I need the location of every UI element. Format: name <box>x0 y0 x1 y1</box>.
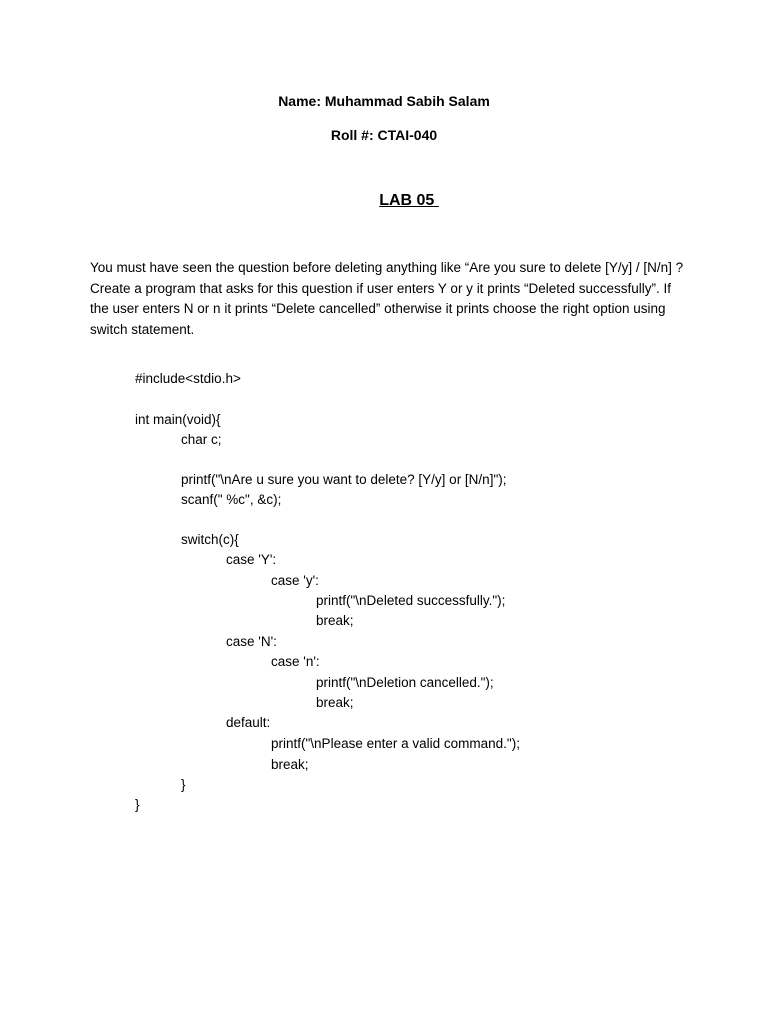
code-line: case 'N': <box>226 634 277 649</box>
code-line: printf("\nDeleted successfully."); <box>316 593 506 608</box>
code-line: case 'n': <box>271 654 320 669</box>
lab-title: LAB 05 <box>379 192 439 209</box>
question-paragraph: You must have seen the question before deleting anything like “Are you sure to delete [Y/y] / [N/n] ? Create a program that asks for this question if user enters Y or y it prints “Deleted successfully”. If the user enters N or n it prints “Delete cancelled” otherwise it prints choose the right option using switch statement. <box>90 260 684 337</box>
code-line: default: <box>226 715 271 730</box>
code-line: printf("\nDeletion cancelled."); <box>316 675 494 690</box>
code-line: break; <box>316 613 354 628</box>
code-line: } <box>181 777 186 792</box>
student-name: Name: Muhammad Sabih Salam <box>278 93 490 109</box>
code-line: printf("\nAre u sure you want to delete? [Y/y] or [N/n]"); <box>181 472 507 487</box>
code-line: scanf(" %c", &c); <box>181 492 282 507</box>
roll-number: Roll #: CTAI-040 <box>330 127 438 143</box>
code-line: case 'Y': <box>226 552 277 567</box>
code-line: case 'y': <box>271 573 319 588</box>
code-line: } <box>135 797 140 812</box>
code-line: #include<stdio.h> <box>135 371 241 386</box>
code-line: char c; <box>181 432 222 447</box>
code-line: int main(void){ <box>135 412 221 427</box>
code-line: break; <box>316 695 354 710</box>
code-line: break; <box>271 757 309 772</box>
code-line: switch(c){ <box>181 532 239 547</box>
code-line: printf("\nPlease enter a valid command."); <box>271 736 520 751</box>
